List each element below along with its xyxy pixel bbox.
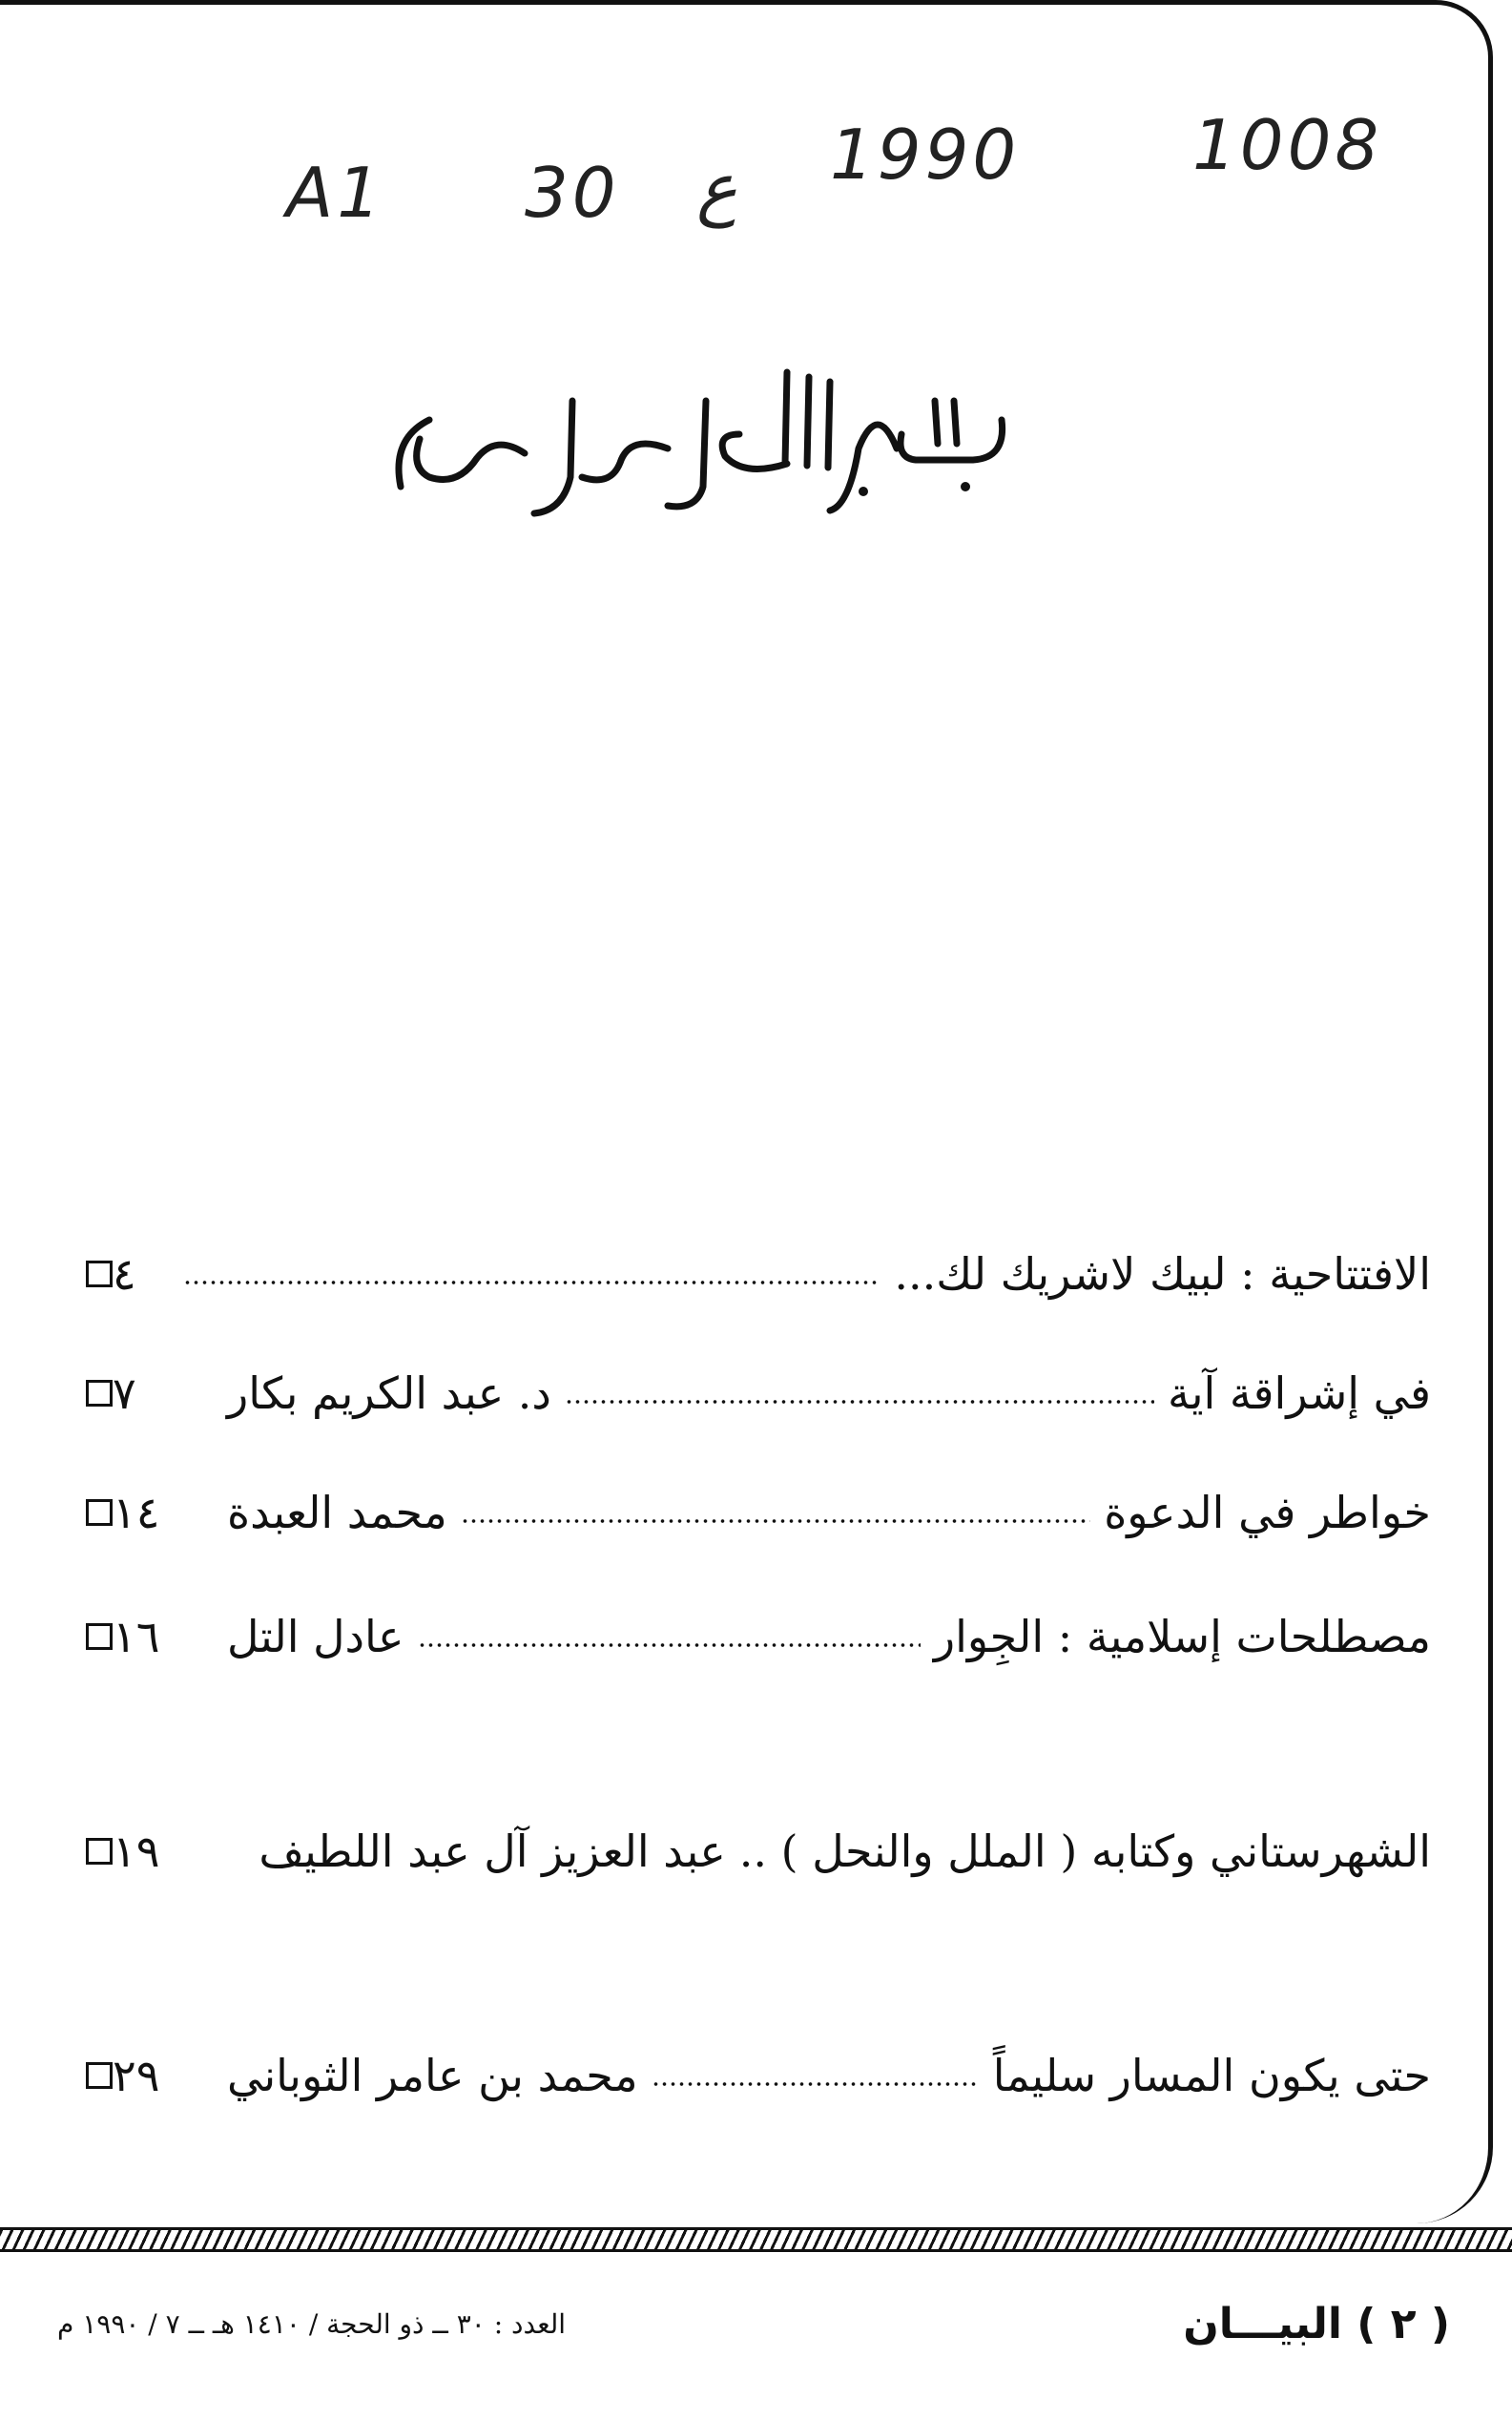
leader-dots: [652, 2082, 980, 2086]
toc-page: ١٩: [113, 1825, 160, 1877]
toc-page: ٧: [113, 1367, 136, 1419]
toc-row[interactable]: [57, 2042, 1431, 2109]
square-outline-icon: [86, 1838, 113, 1865]
toc-row[interactable]: [57, 1603, 1431, 1670]
handwritten-archive-note: [277, 105, 1421, 233]
handwritten-year: 1990: [830, 115, 1021, 195]
toc-row[interactable]: [57, 1360, 1431, 1427]
toc-author: محمد العبدة: [227, 1487, 447, 1538]
square-outline-icon: [86, 1623, 113, 1650]
toc-title: الافتتاحية : لبيك لاشريك لك...: [894, 1248, 1431, 1300]
handwritten-serial: 1008: [1192, 105, 1383, 185]
square-outline-icon: [86, 1499, 113, 1526]
toc-title: الشهرستاني وكتابه ( الملل والنحل ) ..: [738, 1825, 1431, 1877]
leader-dots: [418, 1643, 921, 1647]
toc-row[interactable]: [57, 1818, 1431, 1885]
toc-title: خواطر في الدعوة: [1104, 1487, 1431, 1538]
toc-author: عبد العزيز آل عبد اللطيف: [259, 1825, 726, 1877]
handwritten-issue-number: 30: [525, 153, 620, 233]
toc-page: ٤: [113, 1248, 136, 1300]
toc-author: محمد بن عامر الثوباني: [227, 2050, 638, 2101]
handwritten-code: A1: [286, 153, 385, 233]
square-outline-icon: [86, 2062, 113, 2089]
leader-dots: [461, 1519, 1090, 1523]
square-outline-icon: [86, 1380, 113, 1407]
toc-title: حتى يكون المسار سليماً: [992, 2050, 1431, 2101]
toc-title: مصطلحات إسلامية : الجِوار: [933, 1611, 1431, 1662]
basmala-calligraphy-icon: [382, 344, 1049, 525]
toc-row[interactable]: [57, 1479, 1431, 1546]
magazine-brand: ( ٢ ) البيـــان: [1183, 2299, 1450, 2348]
toc-page: ١٦: [113, 1611, 160, 1662]
hatched-divider: [0, 2227, 1512, 2252]
square-outline-icon: [86, 1261, 113, 1287]
toc-page: ١٤: [113, 1487, 160, 1538]
leader-dots: [565, 1400, 1154, 1404]
issue-info: العدد : ٣٠ ــ ذو الحجة / ١٤١٠ هـ ــ ٧ / ١٩٩٠ م: [57, 2307, 567, 2340]
handwritten-letter: ع: [696, 148, 737, 228]
page-footer: [57, 2290, 1450, 2357]
toc-author: د. عبد الكريم بكار: [227, 1367, 551, 1419]
toc-page: ٢٩: [113, 2050, 160, 2101]
leader-dots: [183, 1281, 880, 1284]
toc-author: عادل التل: [227, 1611, 404, 1662]
toc-title: في إشراقة آية: [1168, 1367, 1431, 1419]
toc-row[interactable]: [57, 1241, 1431, 1307]
